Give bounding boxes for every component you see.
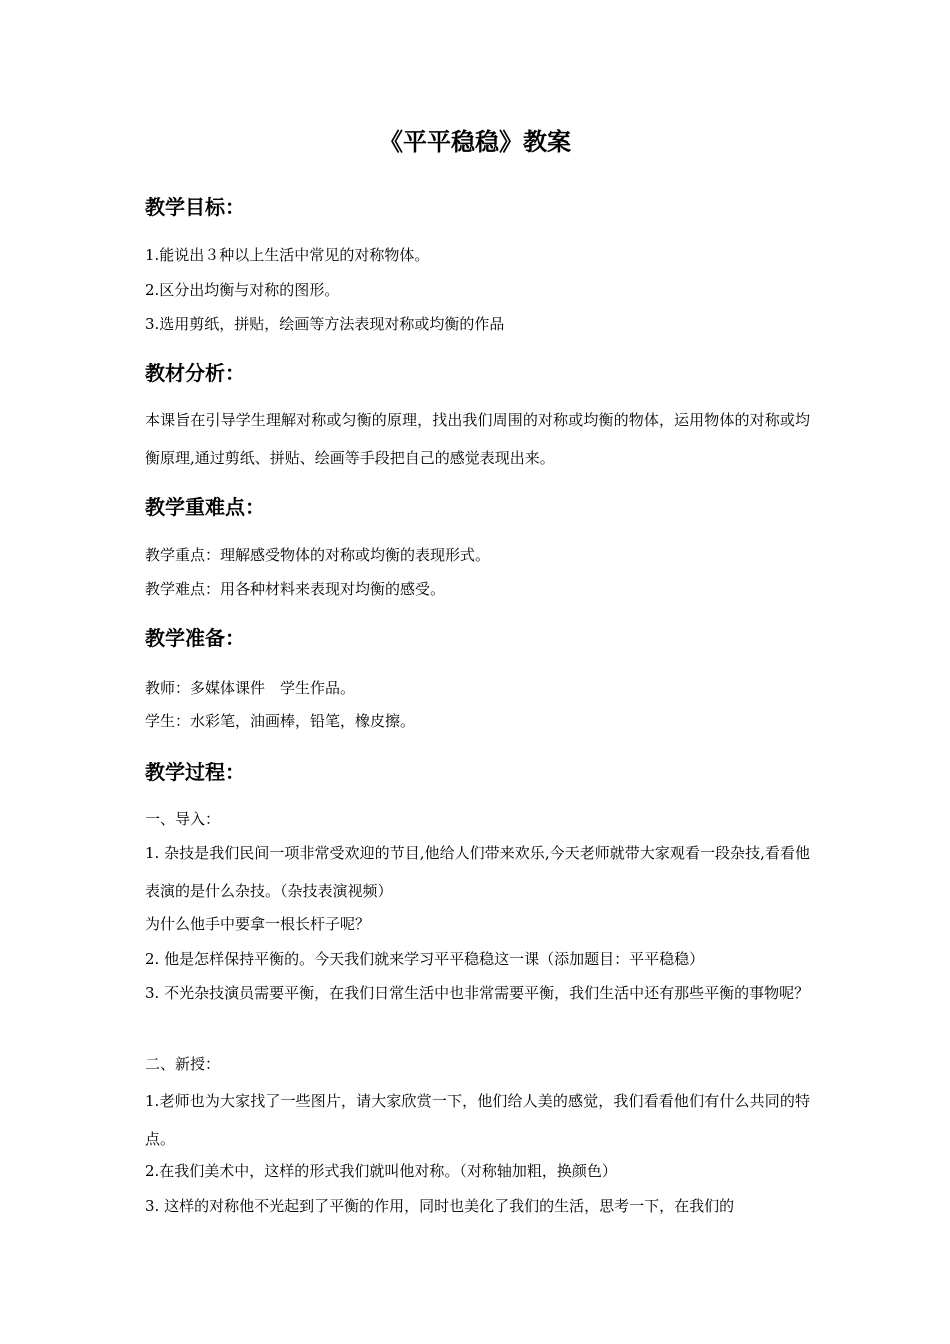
objective-item: 2.区分出均衡与对称的图形。: [145, 281, 340, 299]
key-point-item: 教学重点：理解感受物体的对称或均衡的表现形式。: [145, 546, 491, 564]
intro-step-3: 3. 不光杂技演员需要平衡，在我们日常生活中也非常需要平衡，我们生活中还有那些平衡的事物呢？: [145, 984, 810, 1002]
intro-label: 一、导入：: [145, 810, 221, 828]
objective-item: 1.能说出３种以上生活中常见的对称物体。: [145, 246, 430, 264]
preparation-student: 学生：水彩笔，油画棒，铅笔，橡皮擦。: [145, 712, 416, 730]
objectives-heading: 教学目标：: [145, 195, 245, 219]
page-title: 《平平稳稳》教案: [379, 127, 571, 156]
key-points-heading: 教学重难点：: [145, 495, 265, 519]
preparation-heading: 教学准备：: [145, 626, 245, 650]
new-lesson-label: 二、新授：: [145, 1055, 221, 1073]
preparation-teacher: 教师：多媒体课件 学生作品。: [145, 679, 356, 697]
analysis-paragraph: 本课旨在引导学生理解对称或匀衡的原理，找出我们周围的对称或均衡的物体，运用物体的对称或均衡原理,通过剪纸、拼贴、绘画等手段把自己的感觉表现出来。: [145, 411, 810, 467]
new-step-3: 3. 这样的对称他不光起到了平衡的作用，同时也美化了我们的生活，思考一下，在我们的: [145, 1197, 735, 1215]
analysis-heading: 教材分析：: [145, 361, 245, 385]
intro-step-2: 2. 他是怎样保持平衡的。今天我们就来学习平平稳稳这一课（添加题目：平平稳稳）: [145, 950, 705, 968]
difficulty-item: 教学难点：用各种材料来表现对均衡的感受。: [145, 580, 446, 598]
intro-step-1: 1. 杂技是我们民间一项非常受欢迎的节目,他给人们带来欢乐,今天老师就带大家观看一段杂技,看看他表演的是什么杂技。（杂技表演视频）: [145, 844, 810, 900]
new-step-1: 1.老师也为大家找了一些图片，请大家欣赏一下，他们给人美的感觉，我们看看他们有什么共同的特点。: [145, 1092, 810, 1148]
objective-item: 3.选用剪纸，拼贴，绘画等方法表现对称或均衡的作品: [145, 315, 505, 333]
new-step-2: 2.在我们美术中，这样的形式我们就叫他对称。（对称轴加粗，换颜色）: [145, 1162, 617, 1180]
intro-question: 为什么他手中要拿一根长杆子呢？: [145, 915, 371, 933]
process-heading: 教学过程：: [145, 760, 245, 784]
